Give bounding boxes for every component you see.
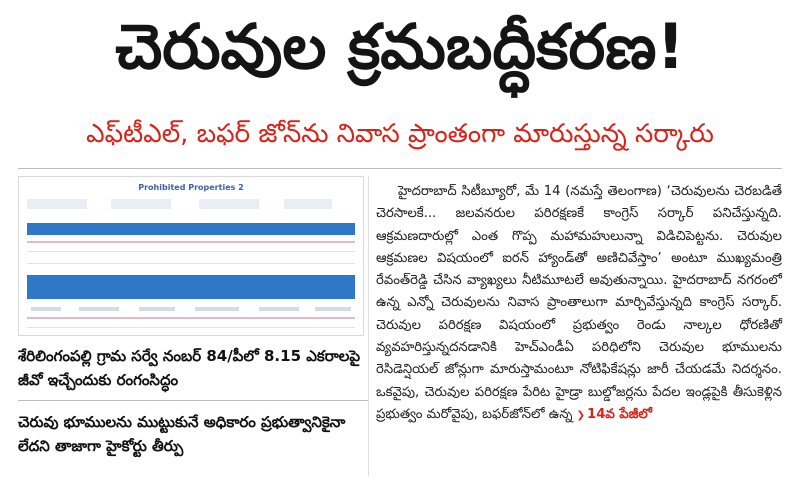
table-row <box>27 327 355 328</box>
article-text: హైదరాబాద్‌ సిటీబ్యూరో, మే 14 (నమస్తే తెలంగాణ) ‘చెరువులను చెరబడితే చెరసాలకే... జలవనరుల పరిరక్షణకే కాంగ్రెస్‌ సర్కార్‌ పనిచేస్తున్నది. ఆక్రమణదారుల్లో ఎంత గొప్ప మహామహులున్నా విడిచిపెట్టను. చెరువుల ఆక్రమణల విషయంలో ఐరన్‌ హ్యాండ్‌తో అణిచివేస్తాం’ అంటూ ముఖ్యమంత్రి రేవంత్‌రెడ్డి చేసిన వ్యాఖ్యలు నీటిమూటలే అవుతున్నాయి. హైదరాబాద్‌ నగరంలో ఉన్న ఎన్నో చెరువులను నివాస ప్రాంతాలుగా మార్చివేస్తున్నది కాంగ్రెస్‌ సర్కార్‌. చెరువుల పరిరక్షణ విషయంలో ప్రభుత్వం రెండు నాల్కల ధోరణితో వ్యవహరిస్తున్నదనడానికి హెచ్‌ఎండీఏ పరిధిలోని చెరువుల భూములను రెసిడెన్షియల్‌ జోన్లుగా మారుస్తామంటూ నోటిఫికేషన్లు జారీ చేయడమే నిదర్శనం. ఒకవైపు, చెరువుల పరిరక్షణ పేరిట హైడ్రా బుల్డోజర్లను పేదల ఇండ్లపైకి తీసుకెళ్లిన ప్రభుత్వం మరోవైపు, బఫర్‌జోన్‌లో ఉన్న <box>376 184 782 422</box>
article-body <box>376 181 782 427</box>
divider-rule <box>18 168 782 169</box>
caption-high-court: చెరువు భూములను ముట్టుకునే అధికారం ప్రభుత్వానికైనా లేదని తాజాగా హైకోర్టు తీర్పు <box>18 413 346 455</box>
headline: చెరువుల క్రమబద్ధీకరణ! <box>115 10 685 83</box>
table-cell <box>259 307 299 311</box>
table-header-band <box>27 275 355 299</box>
table-row <box>27 241 355 243</box>
table-cell <box>79 307 119 311</box>
meta-block <box>111 199 171 209</box>
meta-block <box>284 199 332 209</box>
table-cell <box>139 307 175 311</box>
meta-block <box>27 199 87 209</box>
caption-survey: శేరిలింగంపల్లి గ్రామ సర్వే నంబర్‌ 84/పీలో 8.15 ఎకరాలపై జీవో ఇచ్చేందుకు రంగంసిద్ధం <box>18 347 361 389</box>
caption-divider <box>18 400 368 401</box>
table-cell <box>315 307 351 311</box>
table-header-band <box>27 223 355 235</box>
column-divider <box>368 176 369 476</box>
table-row <box>27 317 355 319</box>
screenshot-title: Prohibited Properties 2 <box>138 183 244 192</box>
meta-block <box>199 199 259 209</box>
table-row <box>27 263 355 264</box>
subheadline: ఎఫ్‌టీఎల్‌, బఫర్‌ జోన్‌ను నివాస ప్రాంతంగా మారుస్తున్న సర్కారు <box>86 119 714 149</box>
continued-label: 14వ పేజీలో <box>587 406 652 422</box>
arrow-right-icon: ❯ <box>576 409 586 421</box>
table-row <box>27 251 355 252</box>
website-screenshot <box>18 176 364 336</box>
table-cell <box>31 307 61 311</box>
continued-link[interactable] <box>577 407 652 422</box>
table-cell <box>195 307 239 311</box>
